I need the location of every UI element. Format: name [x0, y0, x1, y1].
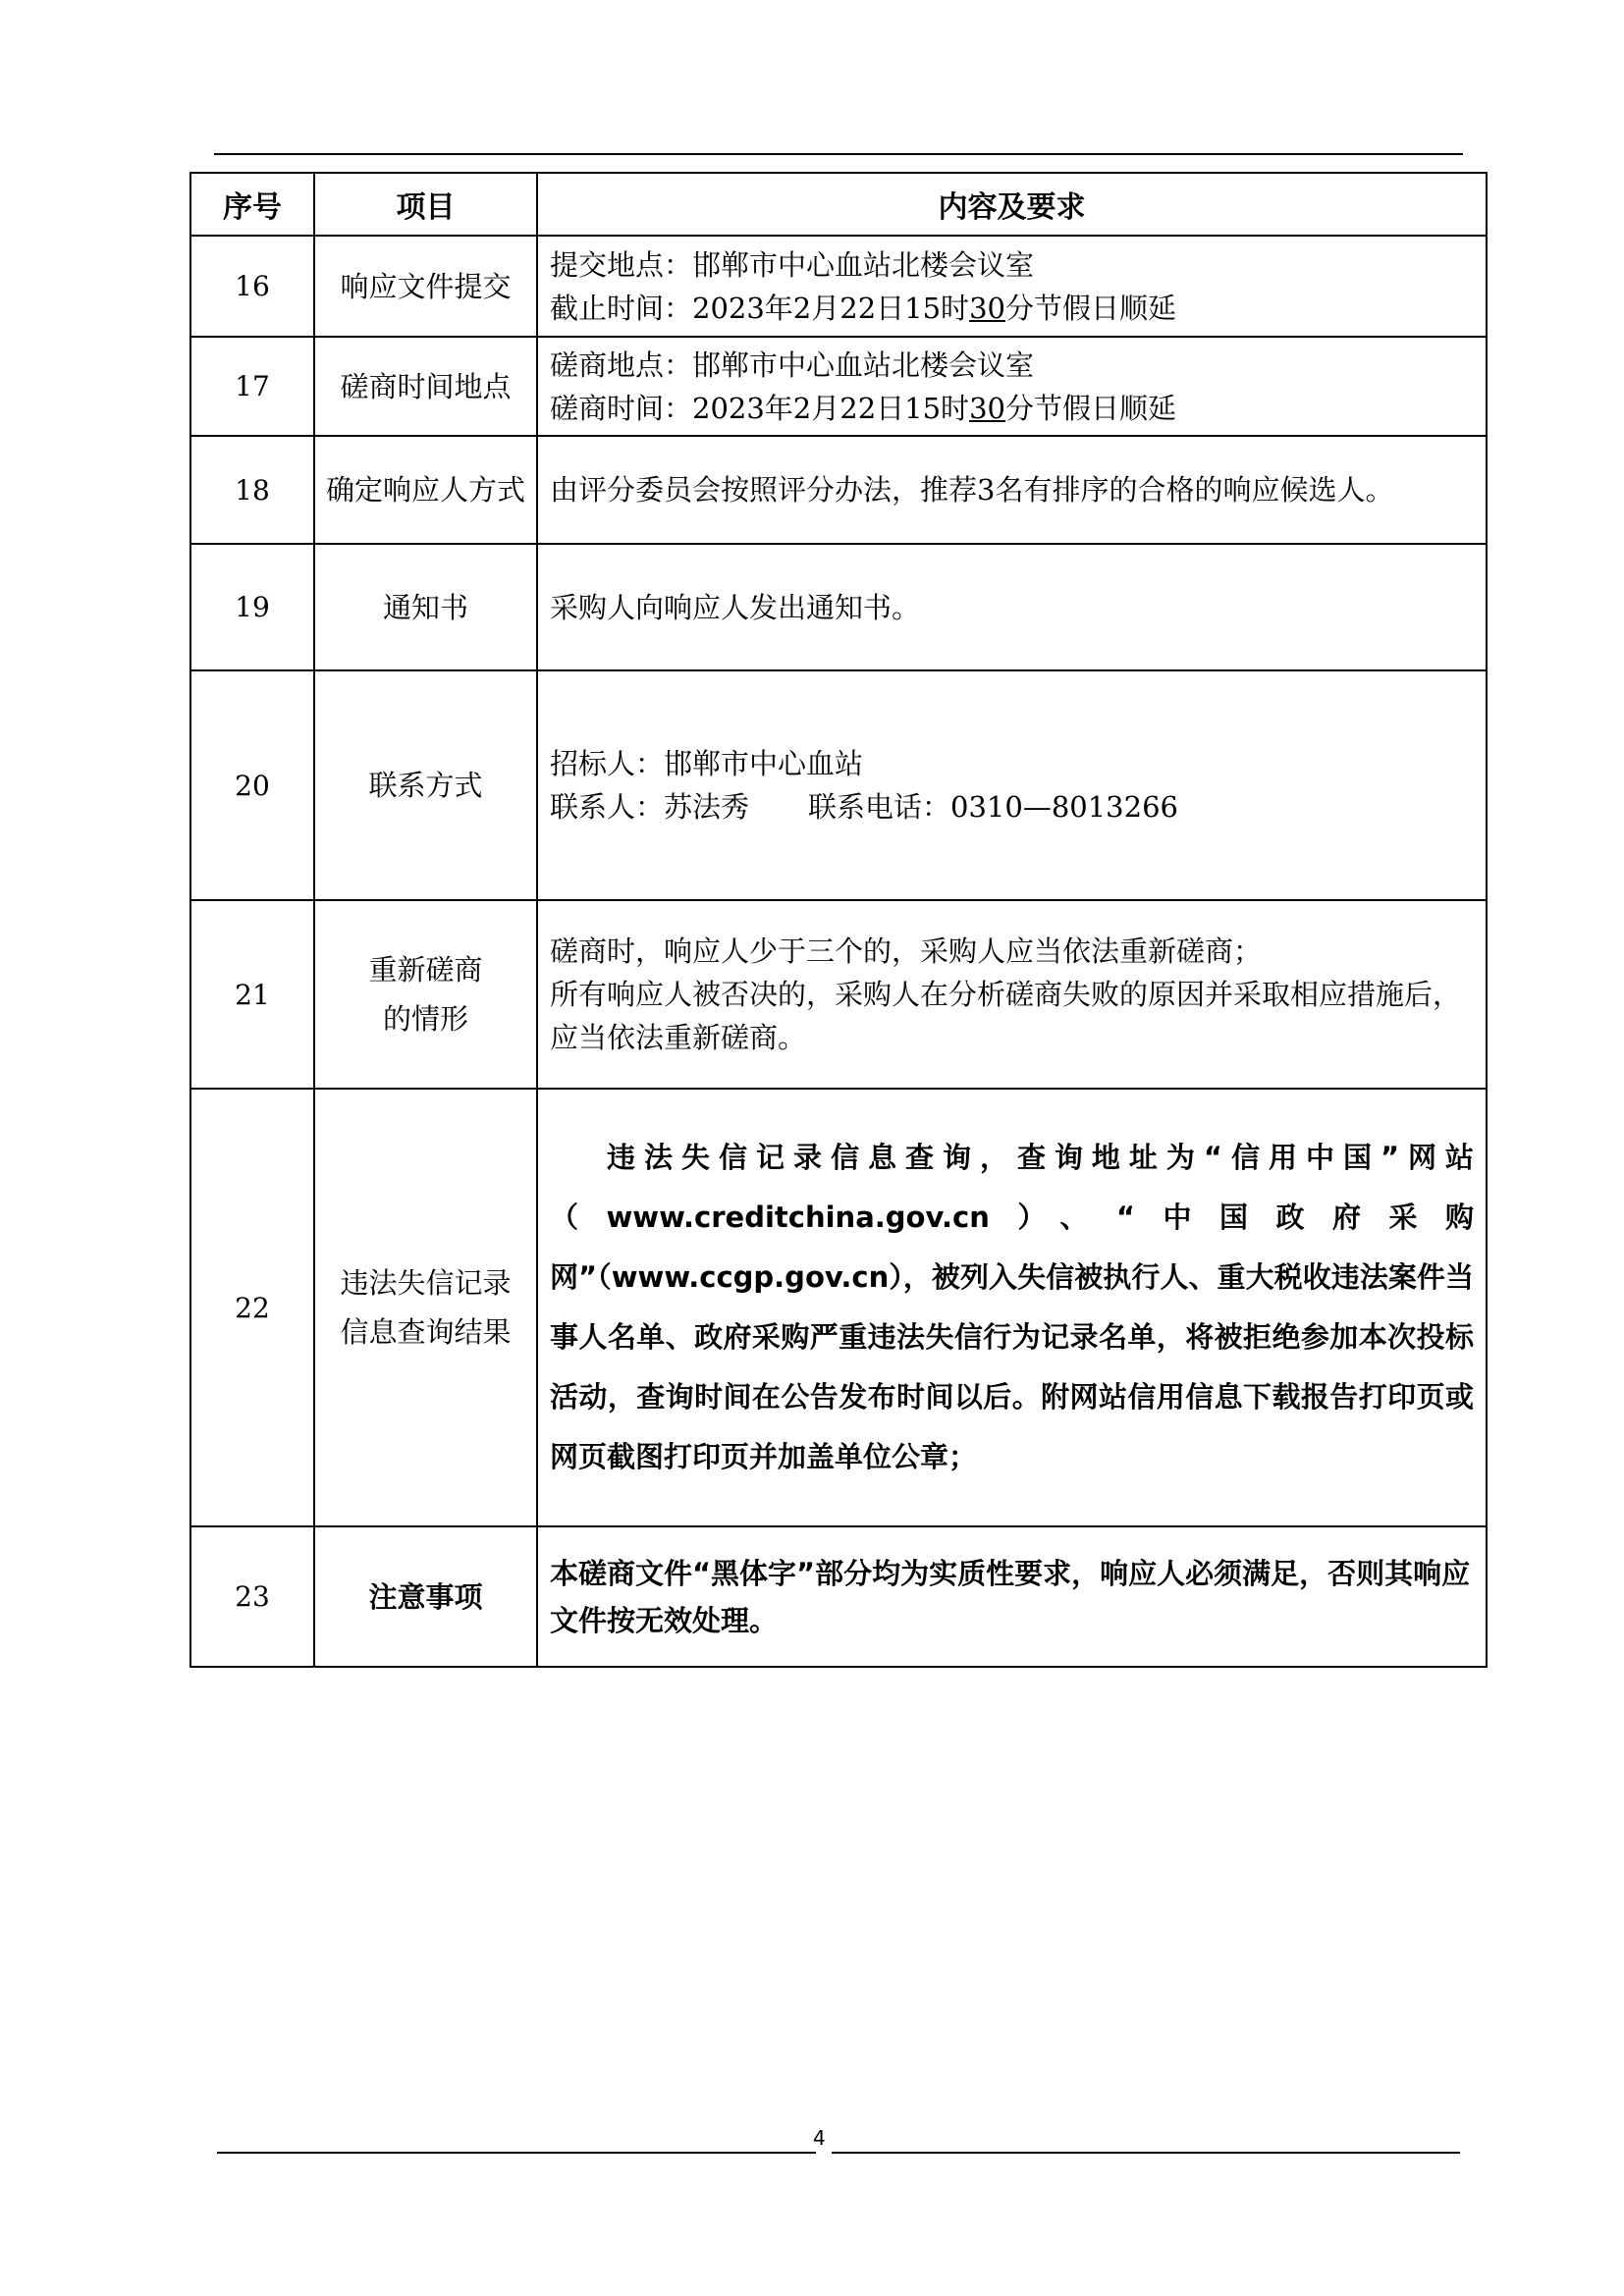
header-rule — [214, 153, 1463, 155]
row-number: 19 — [190, 544, 314, 670]
header-content: 内容及要求 — [537, 173, 1487, 236]
row-item: 通知书 — [314, 544, 537, 670]
row-item: 联系方式 — [314, 670, 537, 900]
content-paragraph: 违法失信记录信息查询，查询地址为“信用中国”网站（www.creditchina.gov.cn）、“中国政府采购网”（www.ccgp.gov.cn），被列入失信被执行人、重大税收违法案件当事人名单、政府采购严重违法失信行为记录名单，将被拒绝参加本次投标活动，查询时间在公告发布时间以后。附网站信用信息下载报告打印页或网页截图打印页并加盖单位公章； — [550, 1141, 1474, 1473]
table-row — [190, 1089, 1487, 1526]
content-line: 提交地点：邯郸市中心血站北楼会议室 — [550, 247, 1035, 282]
table-row — [190, 337, 1487, 436]
table-header-row — [190, 173, 1487, 236]
row-content — [537, 236, 1487, 337]
row-item: 磋商时间地点 — [314, 337, 537, 436]
table-row — [190, 436, 1487, 544]
row-content — [537, 337, 1487, 436]
underlined-minutes: 30 — [969, 291, 1005, 325]
row-content: 本磋商文件“黑体字”部分均为实质性要求，响应人必须满足，否则其响应文件按无效处理。 — [537, 1526, 1487, 1667]
row-number: 17 — [190, 337, 314, 436]
content-line: 所有响应人被否决的，采购人在分析磋商失败的原因并采取相应措施后，应当依法重新磋商。 — [550, 978, 1462, 1054]
content-text: 分节假日顺延 — [1004, 291, 1176, 325]
row-content — [537, 670, 1487, 900]
page-number: 4 — [813, 2126, 826, 2150]
header-item: 项目 — [314, 173, 537, 236]
row-content: 由评分委员会按照评分办法，推荐3名有排序的合格的响应候选人。 — [537, 436, 1487, 544]
table-row — [190, 670, 1487, 900]
table-row — [190, 236, 1487, 337]
content-text: 截止时间：2023年2月22日15时 — [550, 291, 970, 325]
table-row — [190, 900, 1487, 1089]
row-number: 21 — [190, 900, 314, 1089]
content-line — [550, 785, 1474, 828]
row-item: 响应文件提交 — [314, 236, 537, 337]
contact-phone: 联系电话：0310—8013266 — [808, 790, 1178, 824]
row-number: 20 — [190, 670, 314, 900]
content-line — [550, 287, 1474, 330]
table-row — [190, 1526, 1487, 1667]
content-text: 磋商时间：2023年2月22日15时 — [550, 391, 970, 425]
footer-rule-left — [217, 2152, 816, 2154]
underlined-minutes: 30 — [969, 391, 1005, 425]
row-item-text: 重新磋商的情形 — [368, 953, 483, 1036]
row-item: 注意事项 — [314, 1526, 537, 1667]
row-number: 18 — [190, 436, 314, 544]
content-line — [550, 387, 1474, 430]
content-line: 磋商时，响应人少于三个的，采购人应当依法重新磋商； — [550, 934, 1263, 968]
row-content — [537, 1089, 1487, 1526]
content-text: 分节假日顺延 — [1004, 391, 1176, 425]
row-item-text: 违法失信记录信息查询结果 — [340, 1266, 512, 1349]
footer-rule-right — [832, 2152, 1460, 2154]
content-line: 磋商地点：邯郸市中心血站北楼会议室 — [550, 347, 1035, 382]
contact-person: 联系人：苏法秀 — [550, 790, 750, 824]
requirements-table — [189, 172, 1488, 1668]
table-row — [190, 544, 1487, 670]
row-item — [314, 900, 537, 1089]
row-content — [537, 900, 1487, 1089]
row-number: 16 — [190, 236, 314, 337]
header-no: 序号 — [190, 173, 314, 236]
row-item — [314, 1089, 537, 1526]
row-item — [314, 436, 537, 544]
row-number: 23 — [190, 1526, 314, 1667]
content-line: 招标人：邯郸市中心血站 — [550, 747, 864, 780]
row-number: 22 — [190, 1089, 314, 1526]
row-content: 采购人向响应人发出通知书。 — [537, 544, 1487, 670]
row-item-text: 确定响应人方式 — [325, 473, 525, 507]
